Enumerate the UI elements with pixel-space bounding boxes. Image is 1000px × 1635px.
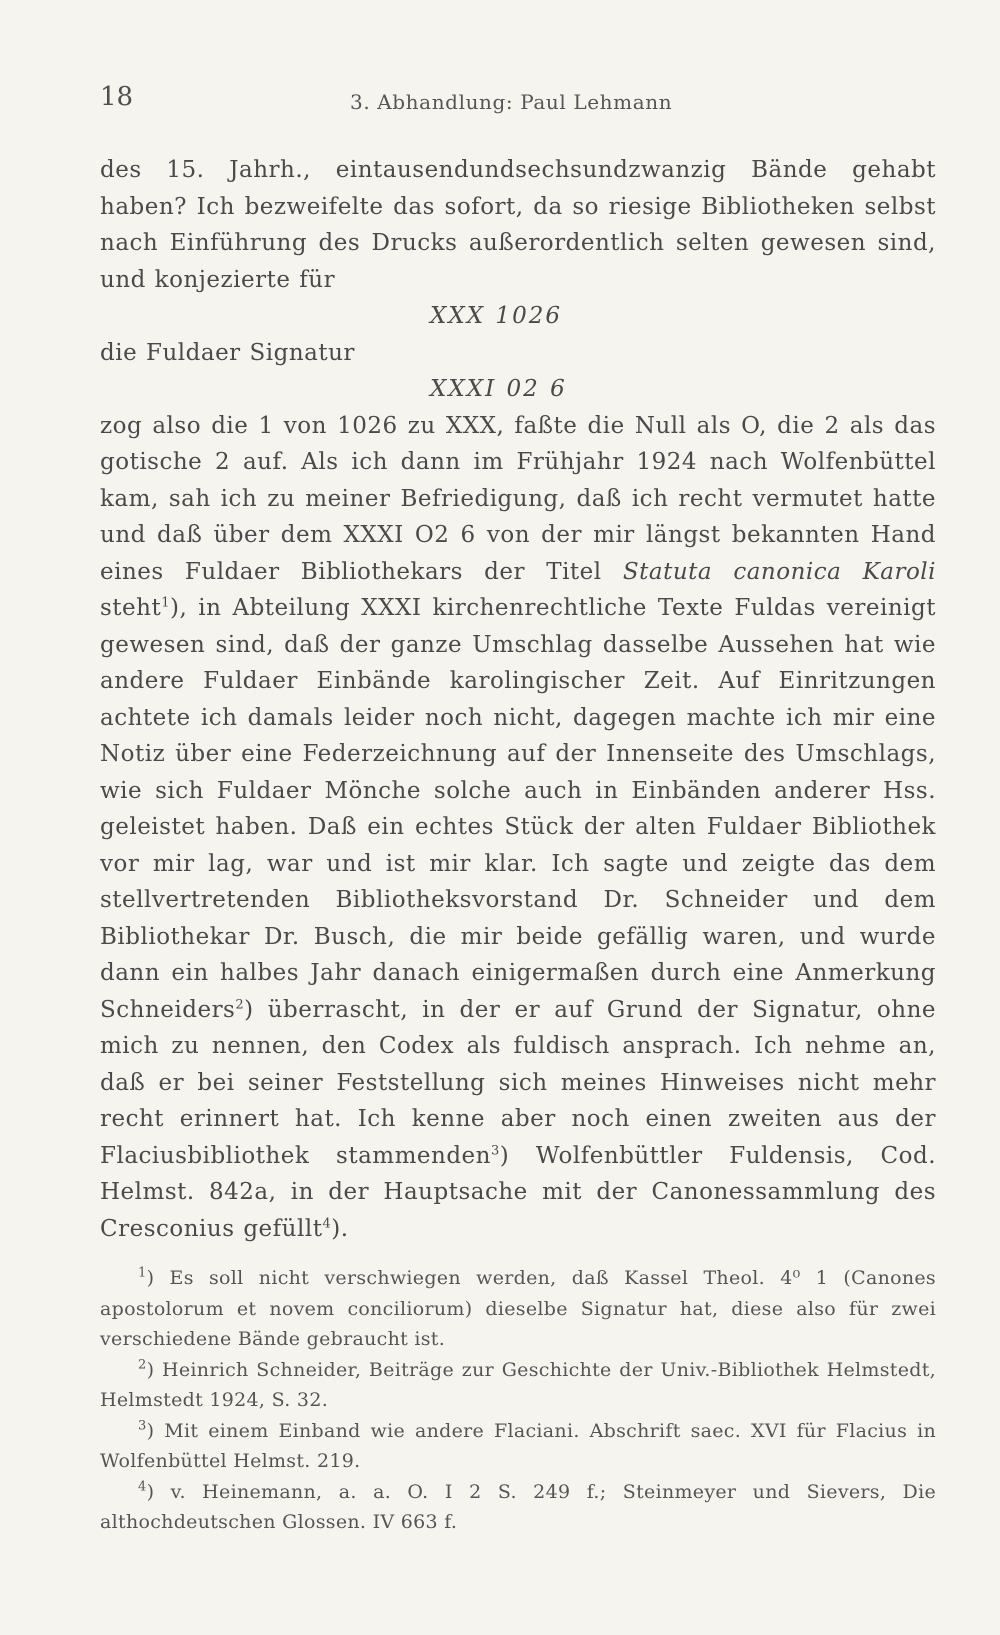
page-header — [100, 72, 936, 112]
paragraph-3-text-b: steht — [100, 595, 162, 621]
footnote-ref-3[interactable]: 3 — [490, 1142, 500, 1158]
page-number: 18 — [100, 82, 134, 112]
footnote-3 — [100, 1416, 936, 1477]
paragraph-3 — [100, 408, 936, 1248]
paragraph-3-text-e: ) Wolfenbüttler Fuldensis, Cod. Helmst. 842a, in der Hauptsache mit der Canonessammlung des Cresconius gefüllt — [100, 1142, 937, 1242]
paragraph-3-text-d: ) überrascht, in der er auf Grund der Signatur, ohne mich zu nennen, den Codex als fuldisch ansprach. Ich nehme an, daß er bei seiner Feststellung sich meines Hinweises nicht mehr recht erinnert hat. Ich kenne aber noch einen zweiten aus der Flaciusbibliothek stammenden — [100, 996, 936, 1169]
paragraph-3-text-c: ), in Abteilung XXXI kirchenrechtliche Texte Fuldas vereinigt gewesen sind, daß der ganze Umschlag dasselbe Aussehen hat wie andere Fuldaer Einbände karolingischer Zeit. Auf Einritzungen achtete ich damals leider noch nicht, dagegen machte ich mir eine Notiz über eine Federzeichnung auf der Innenseite des Umschlags, wie sich Fuldaer Mönche solche auch in Einbänden anderer Hss. geleistet haben. Daß ein echtes Stück der alten Fuldaer Bibliothek vor mir lag, war und ist mir klar. Ich sagte und zeigte das dem stellvertretenden Bibliotheksvorstand Dr. Schneider und dem Bibliothekar Dr. Busch, die mir beide gefällig waren, und wurde dann ein halbes Jahr danach einigermaßen durch eine Anmerkung Schneiders — [100, 595, 936, 1023]
footnote-number: 4 — [138, 1479, 147, 1495]
footnote-1 — [100, 1263, 936, 1355]
signature-line-1: XXX 1026 — [430, 303, 562, 329]
footnote-text: ) Heinrich Schneider, Beiträge zur Geschichte der Univ.-Bibliothek Helmstedt, Helmstedt 1924, S. 32. — [100, 1358, 936, 1411]
footnote-ref-2[interactable]: 2 — [235, 996, 245, 1012]
book-page — [100, 72, 936, 1538]
main-text — [100, 152, 936, 1247]
footnotes — [100, 1263, 936, 1538]
footnote-ref-1[interactable]: 1 — [161, 595, 170, 611]
title-statuta: Statuta canonica Karoli — [622, 558, 937, 585]
footnote-4 — [100, 1477, 936, 1538]
footnote-text: ) Mit einem Einband wie andere Flaciani. Abschrift saec. XVI für Flacius in Wolfenbüttel Helmst. 219. — [100, 1419, 936, 1472]
running-head: 3. Abhandlung: Paul Lehmann — [350, 90, 673, 114]
footnote-number: 3 — [138, 1418, 147, 1434]
footnote-2 — [100, 1355, 936, 1416]
paragraph-3-text-f: ). — [331, 1215, 349, 1242]
footnote-number: 1 — [138, 1265, 147, 1281]
signature-line-2: XXXI 02 6 — [430, 376, 567, 402]
paragraph-1: des 15. Jahrh., eintausendundsechsundzwanzig Bände gehabt haben? Ich bezweifelte das sofort, da so riesige Bibliotheken selbst nach Einführung des Drucks außerordentlich selten gewesen sind, und konjezierte für — [100, 157, 936, 293]
paragraph-3-text-a: zog also die 1 von 1026 zu XXX, faßte die Null als O, die 2 als das gotische 2 auf. Als ich dann im Frühjahr 1924 nach Wolfenbüttel kam, sah ich zu meiner Befriedigung, daß ich recht vermutet hatte und daß über dem XXXI O2 6 von der mir längst bekannten Hand eines Fuldaer Bibliothekars der Titel — [100, 412, 936, 585]
footnote-text: ) v. Heinemann, a. a. O. I 2 S. 249 f.; Steinmeyer und Sievers, Die althochdeutschen Glossen. IV 663 f. — [100, 1480, 936, 1533]
paragraph-2: die Fuldaer Signatur — [100, 339, 355, 366]
footnote-ref-4[interactable]: 4 — [322, 1215, 332, 1231]
footnote-text: ) Es soll nicht verschwiegen werden, daß Kassel Theol. 4⁰ 1 (Canones apostolorum et novem conciliorum) dieselbe Signatur hat, diese also für zwei verschiedene Bände gebraucht ist. — [100, 1267, 936, 1350]
footnote-number: 2 — [138, 1357, 147, 1373]
